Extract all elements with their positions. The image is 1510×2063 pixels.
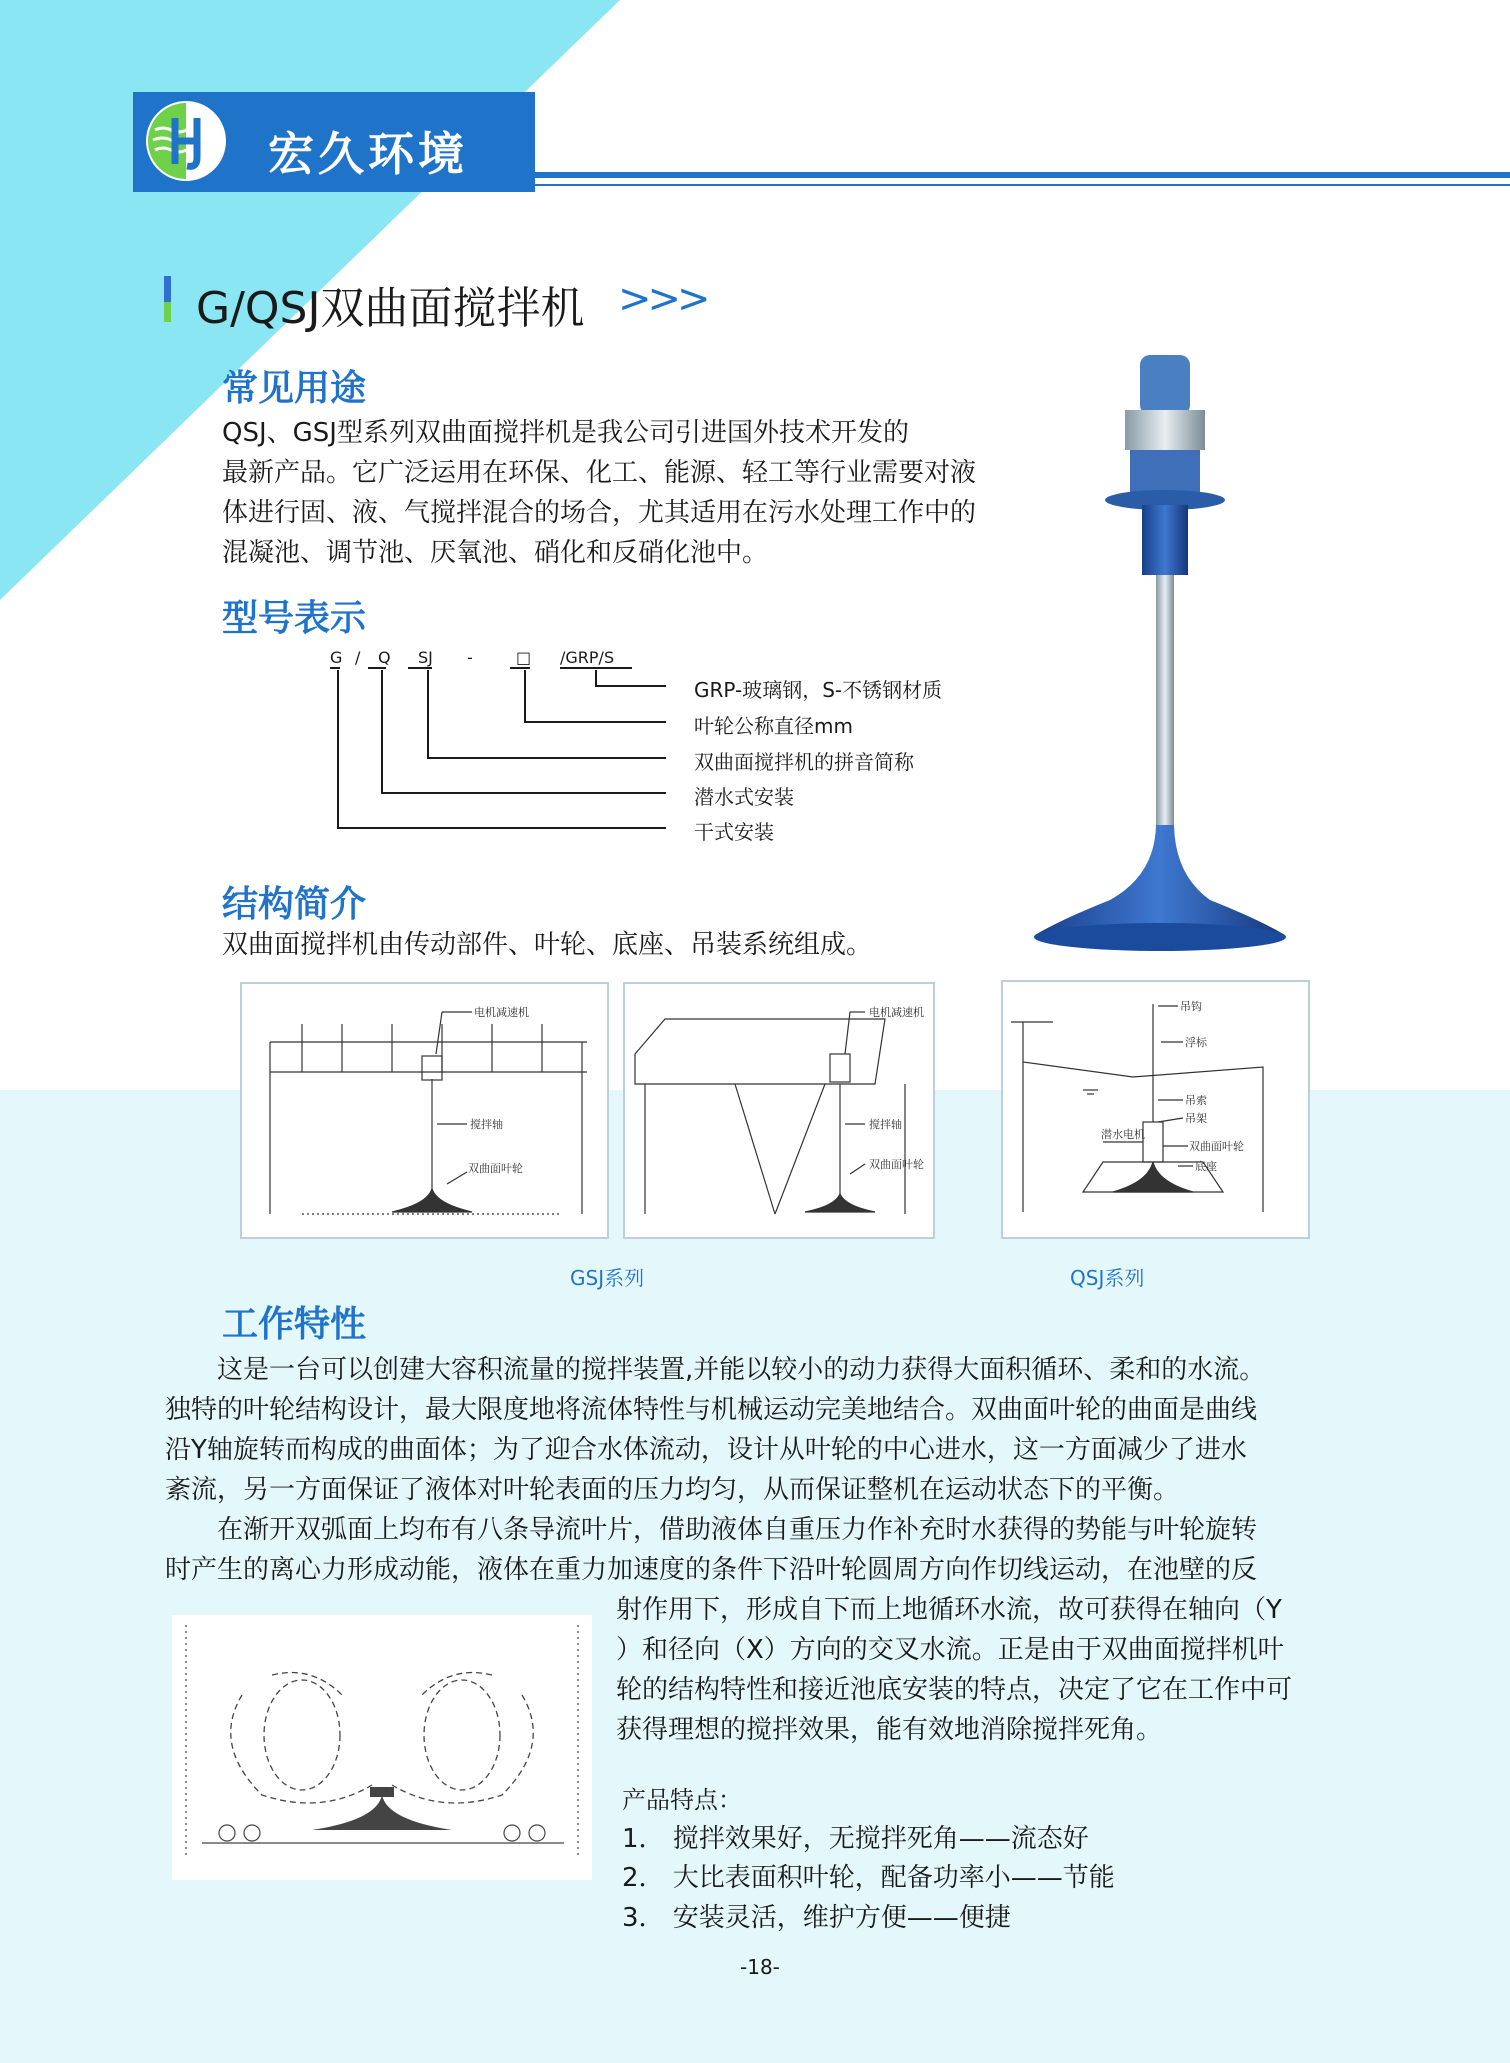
feature-item: 1． 搅拌效果好，无搅拌死角——流态好 xyxy=(622,1824,1089,1854)
legend-dry: 干式安装 xyxy=(694,820,774,844)
work-line: 独特的叶轮结构设计，最大限度地将流体特性与机械运动完美地结合。双曲面叶轮的曲面是曲线 xyxy=(165,1395,1258,1425)
features-heading: 产品特点： xyxy=(622,1786,742,1814)
diagram-label: 浮标 xyxy=(1185,1036,1207,1049)
diagram-label: 吊索 xyxy=(1185,1094,1207,1107)
code-sj: SJ xyxy=(418,648,433,667)
diagram-label: 电机减速机 xyxy=(869,1006,924,1019)
code-q: Q xyxy=(378,648,391,667)
code-slash: / xyxy=(355,648,361,667)
diagram-gsj-2 xyxy=(623,982,935,1239)
diagram-label: 电机减速机 xyxy=(474,1006,529,1019)
diagram-label: 潜水电机 xyxy=(1101,1128,1145,1141)
work-line: ）和径向（X）方向的交叉水流。正是由于双曲面搅拌机叶 xyxy=(616,1635,1284,1665)
legend-material: GRP-玻璃钢，S-不锈钢材质 xyxy=(694,678,943,702)
legend-abbrev: 双曲面搅拌机的拼音简称 xyxy=(694,750,914,774)
work-line: 在渐开双弧面上均布有八条导流叶片，借助液体自重压力作补充时水获得的势能与叶轮旋转 xyxy=(217,1515,1258,1545)
work-line: 时产生的离心力形成动能，液体在重力加速度的条件下沿叶轮圆周方向作切线运动，在池壁的反 xyxy=(165,1555,1258,1585)
code-material: /GRP/S xyxy=(560,648,615,667)
diagram-label: 吊架 xyxy=(1185,1112,1207,1125)
flow-pattern-diagram xyxy=(172,1615,592,1880)
header-rule xyxy=(535,172,1510,178)
header-rule-thin xyxy=(535,184,1510,186)
diagram-qsj xyxy=(1001,980,1310,1239)
mixer-product-image xyxy=(1030,355,1290,965)
feature-item: 2． 大比表面积叶轮，配备功率小——节能 xyxy=(622,1863,1115,1893)
usage-line: 最新产品。它广泛运用在环保、化工、能源、轻工等行业需要对液 xyxy=(222,458,977,488)
work-line: 这是一台可以创建大容积流量的搅拌装置,并能以较小的动力获得大面积循环、柔和的水流。 xyxy=(217,1355,1266,1385)
caption-qsj: QSJ系列 xyxy=(1070,1266,1145,1290)
code-g: G xyxy=(330,648,343,667)
diagram-label: 双曲面叶轮 xyxy=(1189,1140,1244,1153)
title-marker xyxy=(164,276,171,322)
diagram-gsj-1 xyxy=(240,982,609,1239)
diagram-label: 双曲面叶轮 xyxy=(468,1162,523,1175)
model-code-lines xyxy=(320,660,690,840)
caption-gsj: GSJ系列 xyxy=(570,1266,645,1290)
diagram-label: 搅拌轴 xyxy=(470,1118,503,1131)
work-paragraph-1 xyxy=(165,1350,1365,1590)
brand-name: 宏久环境 xyxy=(268,127,468,181)
section-heading-work: 工作特性 xyxy=(222,1304,367,1345)
usage-line: 体进行固、液、气搅拌混合的场合，尤其适用在污水处理工作中的 xyxy=(222,498,977,528)
legend-diameter: 叶轮公称直径mm xyxy=(694,714,853,738)
legend-submersible: 潜水式安装 xyxy=(694,785,794,809)
diagram-label: 搅拌轴 xyxy=(869,1118,902,1131)
work-line: 获得理想的搅拌效果，能有效地消除搅拌死角。 xyxy=(616,1715,1163,1745)
code-box: □ xyxy=(516,648,532,667)
diagram-label: 吊钩 xyxy=(1180,1000,1202,1013)
page-number: -18- xyxy=(740,1955,780,1979)
work-paragraph-2 xyxy=(616,1590,1376,1750)
usage-paragraph xyxy=(222,413,1022,573)
work-line: 紊流，另一方面保证了液体对叶轮表面的压力均匀，从而保证整机在运动状态下的平衡。 xyxy=(165,1475,1180,1505)
usage-line: QSJ、GSJ型系列双曲面搅拌机是我公司引进国外技术开发的 xyxy=(222,418,909,448)
work-line: 射作用下，形成自下而上地循环水流，故可获得在轴向（Y xyxy=(616,1595,1282,1625)
section-heading-model: 型号表示 xyxy=(222,598,367,639)
page-title: G/QSJ双曲面搅拌机 xyxy=(196,283,585,334)
title-arrows: >>> xyxy=(618,276,707,322)
section-heading-usage: 常见用途 xyxy=(222,368,367,409)
hj-logo-icon xyxy=(145,100,227,182)
structure-text: 双曲面搅拌机由传动部件、叶轮、底座、吊装系统组成。 xyxy=(222,930,873,960)
feature-item: 3． 安装灵活，维护方便——便捷 xyxy=(622,1903,1011,1933)
work-line: 轮的结构特性和接近池底安装的特点，决定了它在工作中可 xyxy=(616,1675,1293,1705)
diagram-label: 双曲面叶轮 xyxy=(869,1158,924,1171)
code-dash: - xyxy=(467,648,473,667)
work-line: 沿Y轴旋转而构成的曲面体；为了迎合水体流动，设计从叶轮的中心进水，这一方面减少了进水 xyxy=(165,1435,1247,1465)
diagram-label: 底座 xyxy=(1195,1160,1217,1173)
section-heading-structure: 结构简介 xyxy=(222,884,367,925)
usage-line: 混凝池、调节池、厌氧池、硝化和反硝化池中。 xyxy=(222,538,769,568)
